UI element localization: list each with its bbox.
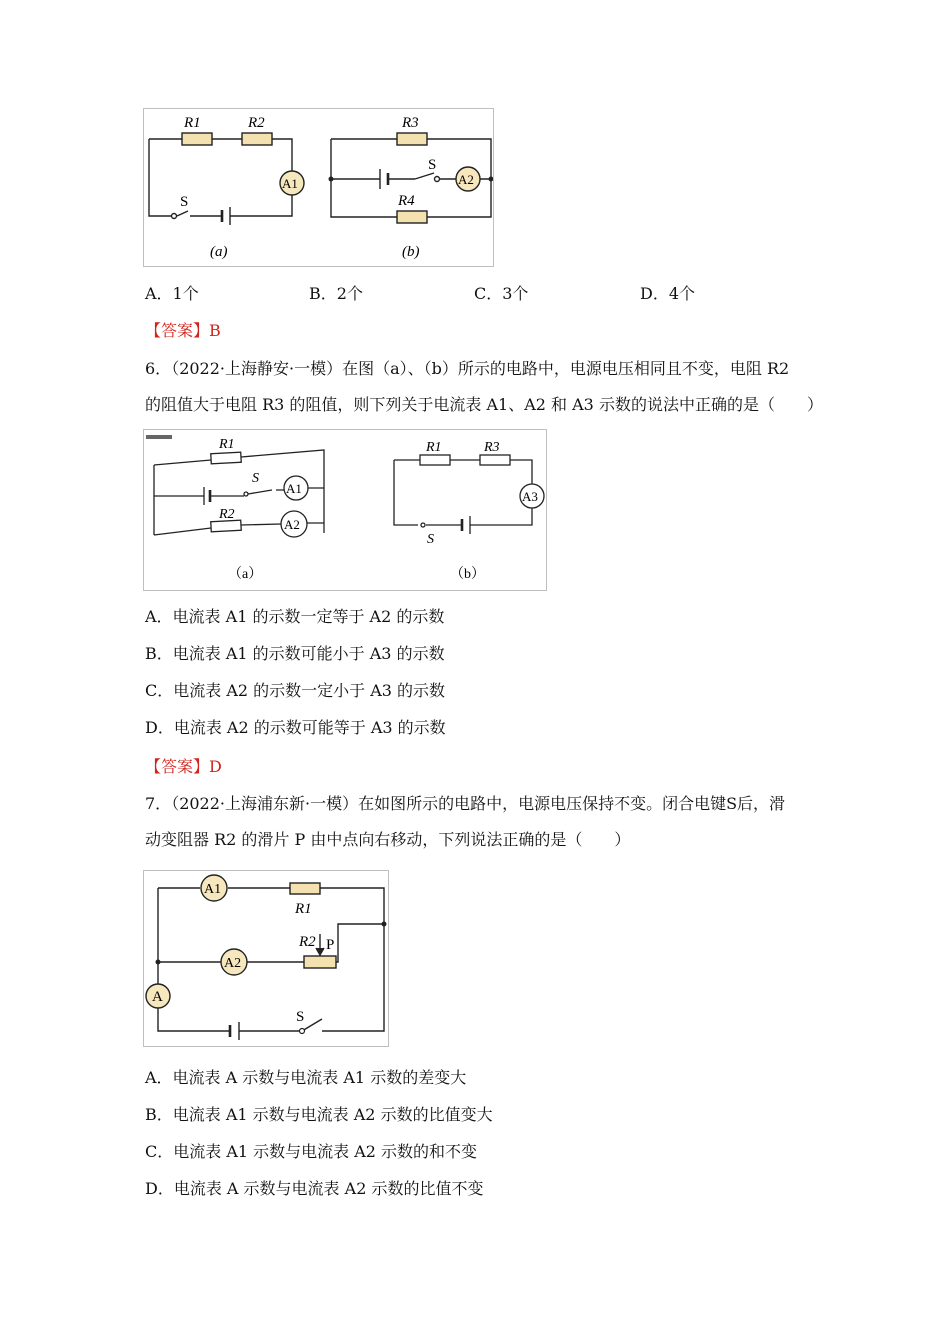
- q6-answer: [145, 756, 222, 778]
- answer-tag: 【答案】: [145, 321, 210, 340]
- q5-option-b: B．2个: [309, 284, 363, 303]
- question-stem: 在如图所示的电路中，电源电压保持不变。闭合电键S后，滑: [358, 794, 786, 813]
- question-source: （2022·上海浦东新·一模）: [171, 794, 359, 813]
- q5-circuit-figure: [143, 108, 494, 267]
- q5-option-c: C．3个: [474, 284, 529, 303]
- q6-r2-label: R2: [219, 507, 235, 522]
- q6-circuit-b: [394, 460, 532, 534]
- answer-value: D: [209, 757, 222, 776]
- q5-switch-label-b: S: [428, 157, 437, 173]
- q6-a2-label: A2: [284, 517, 300, 532]
- q6-switch-label-a: S: [252, 471, 259, 486]
- q6-switch-label-b: S: [427, 532, 434, 547]
- q6-stem-line-2: 的阻值大于电阻 R3 的阻值，则下列关于电流表 A1、A2 和 A3 示数的说法中正确的是（ ）: [145, 395, 823, 414]
- q5-r1-label: R1: [184, 115, 201, 131]
- q5-r2-resistor: [242, 133, 272, 145]
- q5-caption-b: (b): [402, 244, 420, 260]
- q5-r1-resistor: [182, 133, 212, 145]
- q5-r4-resistor: [397, 211, 427, 223]
- q7-a-label: A: [152, 989, 163, 1005]
- q5-option-d: D．4个: [640, 284, 696, 303]
- question-stem: 在图（a）、（b）所示的电路中，电源电压相同且不变，电阻 R2: [342, 359, 790, 378]
- question-source: （2022·上海静安·一模）: [171, 359, 343, 378]
- q5-r4-label: R4: [398, 193, 415, 209]
- q6-r3-label: R3: [484, 440, 500, 455]
- q5-caption-a: (a): [210, 244, 228, 260]
- q7-r1-label: R1: [295, 901, 312, 917]
- q6-option-a: A．电流表 A1 的示数一定等于 A2 的示数: [145, 607, 445, 626]
- question-number: 6．: [145, 359, 172, 378]
- q6-r1-label: R1: [219, 437, 235, 452]
- q7-circuit-figure: [143, 870, 389, 1047]
- q7-switch-label: S: [296, 1009, 305, 1025]
- q7-option-a: A．电流表 A 示数与电流表 A1 示数的差变大: [145, 1068, 467, 1087]
- q6-circuit-figure: [143, 429, 547, 591]
- q6-a1-label: A1: [286, 481, 302, 496]
- q6-a3-label: A3: [522, 489, 538, 504]
- q7-r2-rheostat: [304, 956, 336, 968]
- q5-answer: [145, 320, 221, 342]
- q6-option-c: C．电流表 A2 的示数一定小于 A3 的示数: [145, 681, 446, 700]
- q5-switch-label-a: S: [180, 194, 189, 210]
- q6-r1b-label: R1: [426, 440, 442, 455]
- q5-circuit-a: [149, 139, 292, 225]
- q5-r3-label: R3: [402, 115, 419, 131]
- q6-r1b-resistor: [420, 455, 450, 465]
- answer-value: B: [209, 321, 221, 340]
- q5-a2-label: A2: [458, 172, 474, 187]
- q5-option-a: A．1个: [145, 284, 199, 303]
- q6-stem-line-1: [145, 358, 789, 380]
- q7-option-d: D．电流表 A 示数与电流表 A2 示数的比值不变: [145, 1179, 484, 1198]
- q7-slider-p-label: P: [326, 937, 335, 953]
- q7-stem-line-1: [145, 793, 785, 815]
- q5-r3-resistor: [397, 133, 427, 145]
- q5-a1-label: A1: [282, 176, 298, 191]
- answer-tag: 【答案】: [145, 757, 210, 776]
- q6-caption-b: （b）: [450, 567, 485, 582]
- q6-caption-a: （a）: [228, 567, 263, 582]
- q7-stem-line-2: 动变阻器 R2 的滑片 P 由中点向右移动，下列说法正确的是（ ）: [145, 830, 631, 849]
- q7-circuit: [158, 888, 384, 1040]
- q7-r2-label: R2: [299, 934, 316, 950]
- q6-r3-resistor: [480, 455, 510, 465]
- q5-r2-label: R2: [248, 115, 265, 131]
- q7-a1-label: A1: [204, 882, 222, 897]
- q6-r1-resistor: [211, 452, 241, 464]
- q7-option-c: C．电流表 A1 示数与电流表 A2 示数的和不变: [145, 1142, 478, 1161]
- q6-option-d: D．电流表 A2 的示数可能等于 A3 的示数: [145, 718, 446, 737]
- q7-option-b: B．电流表 A1 示数与电流表 A2 示数的比值变大: [145, 1105, 493, 1124]
- q7-r1-resistor: [290, 883, 320, 894]
- q6-option-b: B．电流表 A1 的示数可能小于 A3 的示数: [145, 644, 445, 663]
- q7-a2-label: A2: [224, 956, 242, 971]
- question-number: 7．: [145, 794, 172, 813]
